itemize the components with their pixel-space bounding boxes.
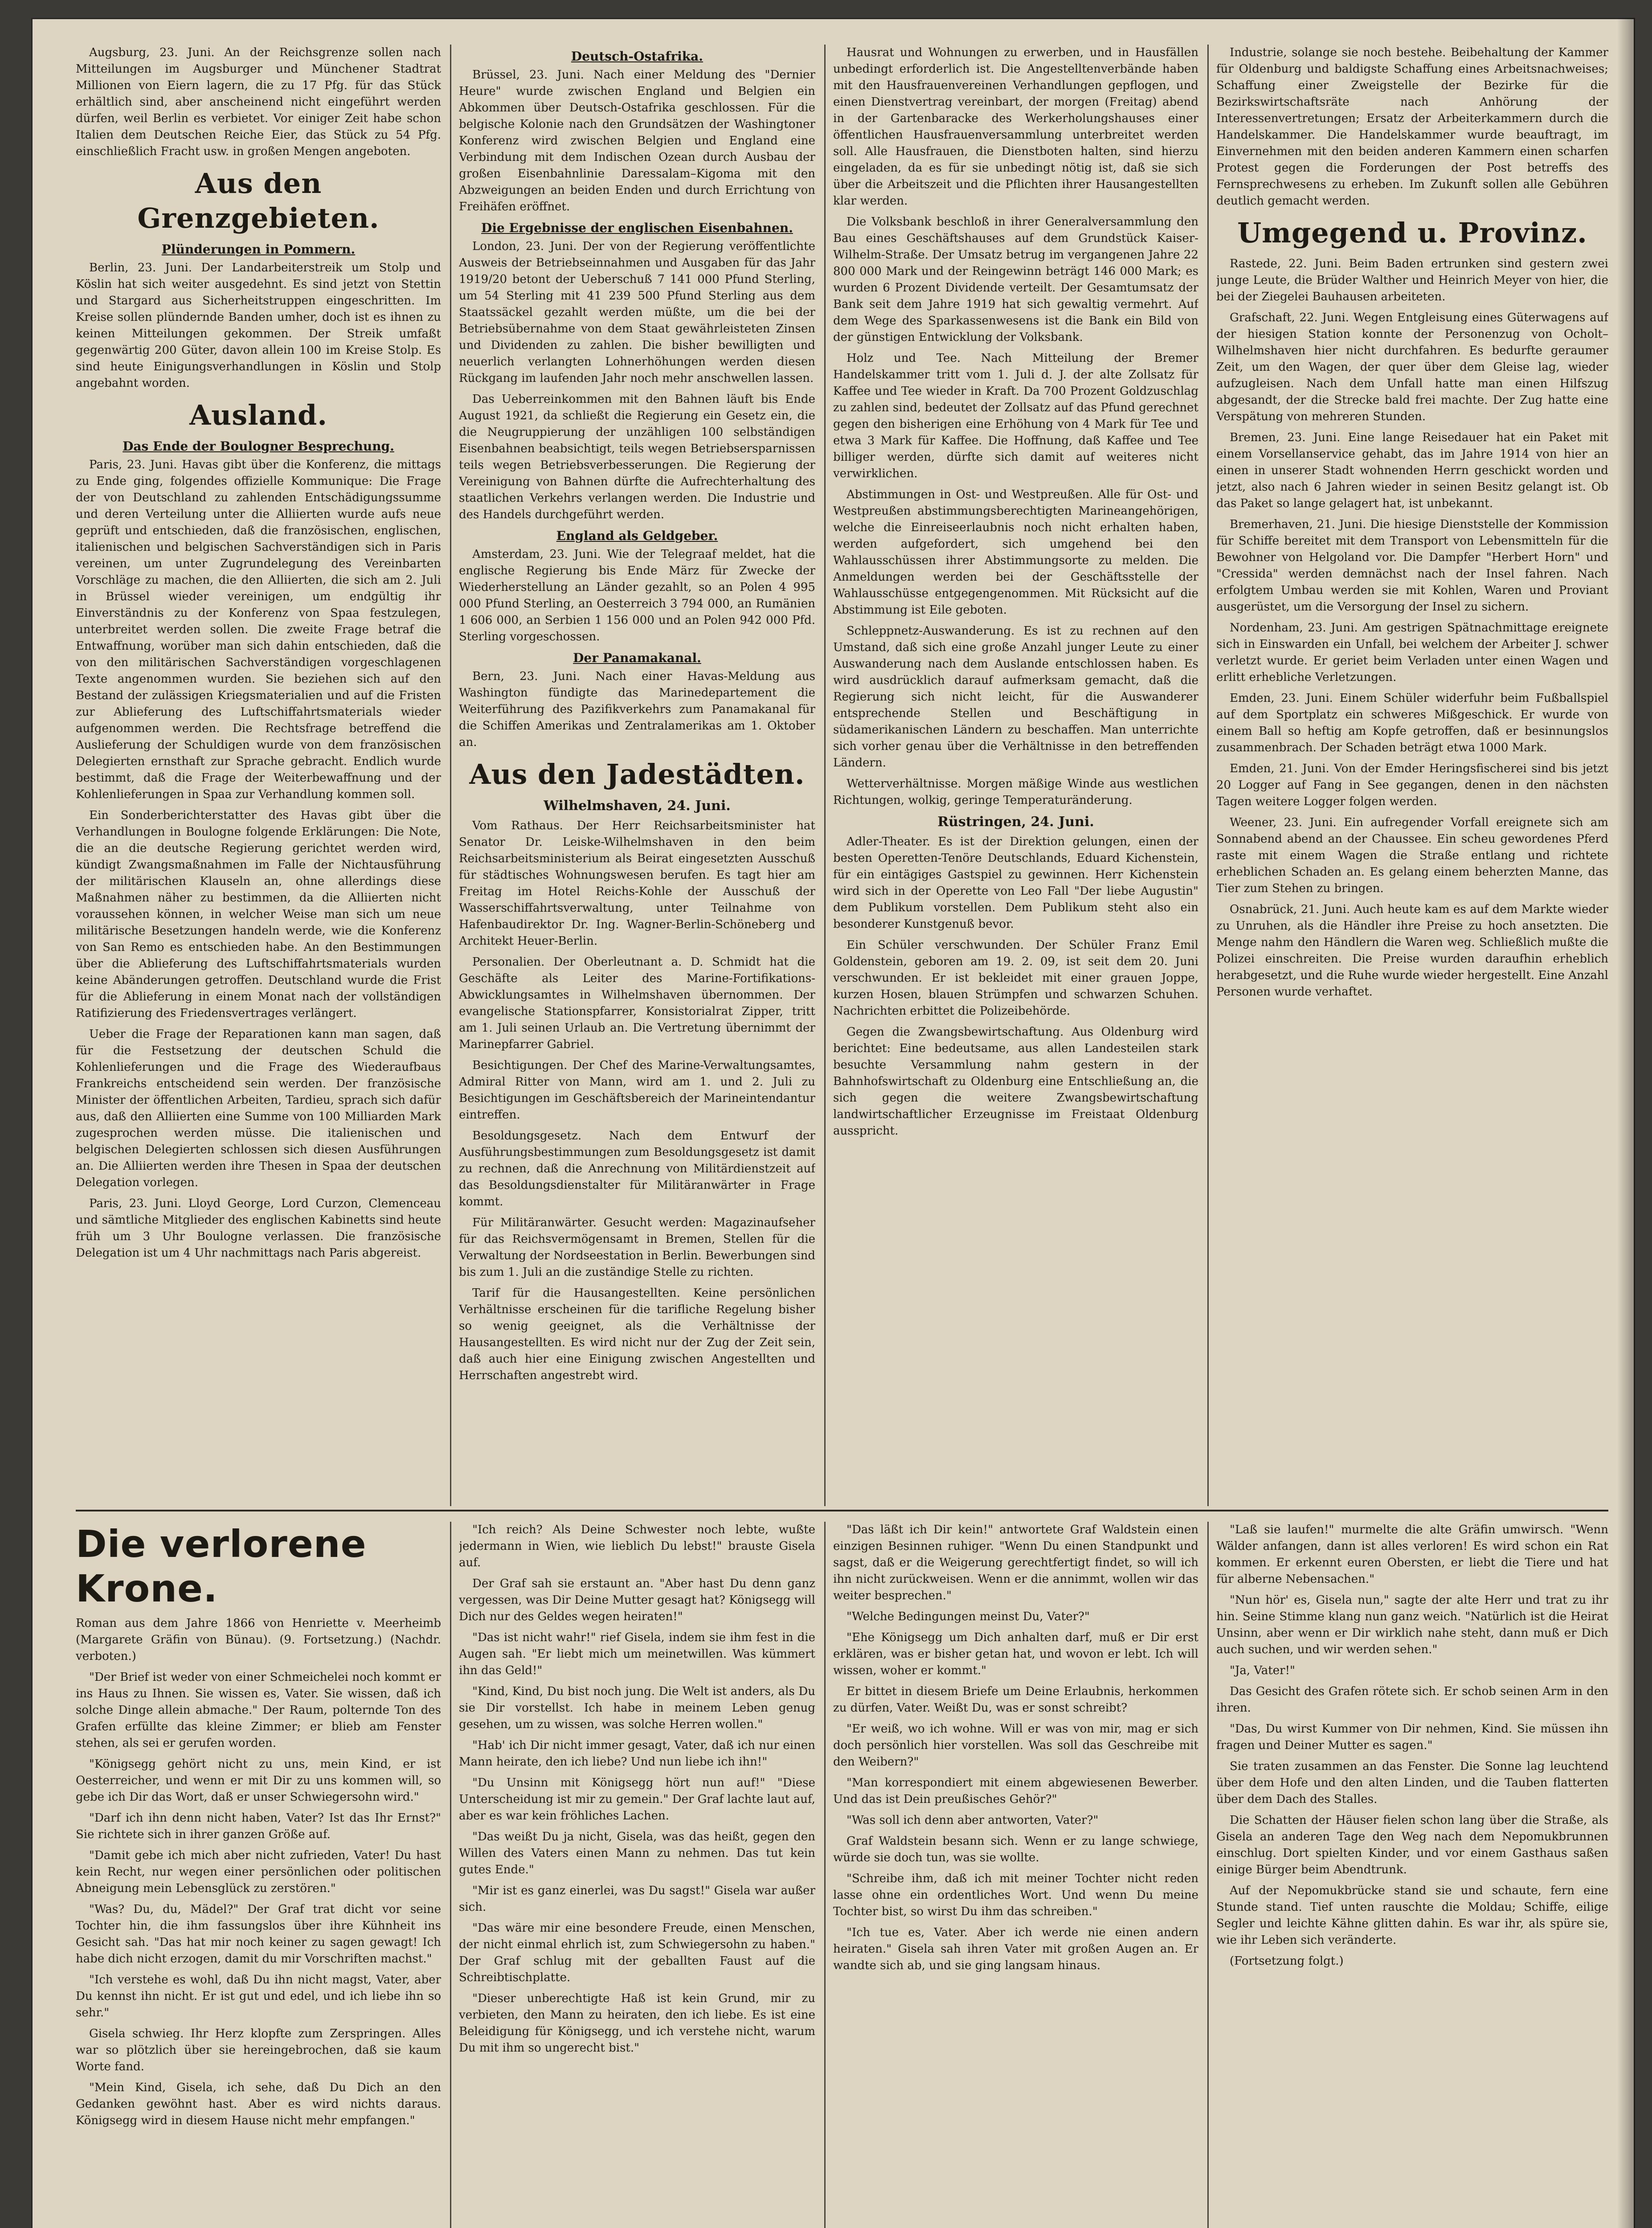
serial-paragraph: "Du Unsinn mit Königsegg hört nun auf!" "Diese Unterscheidung ist mir zu gemein." Der Graf lachte laut auf, aber es war kein fröhliches Lachen. xyxy=(459,1776,815,1823)
article-paragraph: Hausrat und Wohnungen zu erwerben, und in Hausfällen unbedingt erforderlich ist. Die Angestelltenverbände haben mit den Hausfrauenvereinen Verhandlungen gepflogen, und einen Dienstvertrag vereinbart, der morgen (Freitag) abend in der Gartenbaracke des Werkerholungshauses einer öffentlichen Hausfrauenversammlung unterbreitet werden soll. Alle Hausfrauen, die Dienstboten halten, sind hierzu eingeladen, da es für sie unbedingt nötig ist, daß sie sich über die Arbeitszeit und die Pflichten ihrer Hausangestellten klar werden. xyxy=(833,46,1198,208)
column-rule xyxy=(1207,45,1209,1506)
serial-paragraph: Das Gesicht des Grafen rötete sich. Er schob seinen Arm in den ihren. xyxy=(1216,1685,1608,1715)
article-paragraph: Schleppnetz-Auswanderung. Es ist zu rechnen auf den Umstand, daß sich eine große Anzahl junger Leute zu einer Auswanderung nach dem Auslande entschlossen haben. Es wird ausdrücklich darauf aufmerksam gemacht, daß die Regierung sich nicht leicht, für die Auswanderer entsprechende Stellen und Beschäftigung in südamerikanischen Ländern zu beschaffen. Man unterrichte sich vorher genau über die Verhältnisse in den betreffenden Ländern. xyxy=(833,624,1198,770)
article-heading: Das Ende der Boulogner Besprechung. xyxy=(123,439,394,454)
article-paragraph: Abstimmungen in Ost- und Westpreußen. Alle für Ost- und Westpreußen abstimmungsberechtigten Marineangehörigen, welche die Einreiseerlaubnis noch nicht erhalten haben, werden aufgefordert, sich umgehend bei den Wahlausschüssen ihrer Abstimmungsorte zu melden. Die Anmeldungen werden bei der Geschäftsstelle der Wahlausschüsse entgegengenommen. Mit Rücksicht auf die Abstimmung ist Eile geboten. xyxy=(833,488,1198,617)
serial-paragraph: "Das läßt ich Dir kein!" antwortete Graf Waldstein einen einzigen Besinnen ruhiger. "Wenn Du einen Standpunkt und sagst, daß er die Weigerung gerechtfertigt findet, so will ich ihn nicht zurückweisen. Wenn er die annimmt, wollen wir das weiter besprechen." xyxy=(833,1523,1198,1602)
article-paragraph: Emden, 21. Juni. Von der Emder Heringsfischerei sind bis jetzt 20 Logger auf Fang in See gegangen, denen in den nächsten Tagen weitere Logger folgen werden. xyxy=(1216,762,1608,808)
article-heading: England als Geldgeber. xyxy=(556,528,718,543)
article-paragraph: Holz und Tee. Nach Mitteilung der Bremer Handelskammer tritt vom 1. Juli d. J. der alte Zollsatz für Kaffee und Tee wieder in Kraft. Da 700 Prozent Goldzuschlag zu zahlen sind, bedeutet der Zollsatz auf das Pfund gerechnet gegen den bisherigen eine Erhöhung von 4 Mark für Tee und etwa 3 Mark für Kaffee. Die Hoffnung, daß Kaffee und Tee billiger werden, dürfte sich damit auf weiteres nicht verwirklichen. xyxy=(833,352,1198,480)
serial-byline: Roman aus dem Jahre 1866 von Henriette v. Meerheimb (Margarete Gräfin von Bünau). (9. Fortsetzung.) (Nachdr. verboten.) xyxy=(76,1617,441,1663)
article-paragraph: Bremen, 23. Juni. Eine lange Reisedauer hat ein Paket mit einem Vorsellanservice gehabt, das im Jahre 1914 von hier an einen in unserer Stadt wohnenden Herrn geschickt worden und jetzt, also nach 6 Jahren wieder in seinen Besitz gelangt ist. Ob das Paket so lange gelagert hat, ist unbekannt. xyxy=(1216,431,1608,510)
serial-paragraph: "Das ist nicht wahr!" rief Gisela, indem sie ihm fest in die Augen sah. "Er liebt mich um meinetwillen. Was kümmert ihn das Geld!" xyxy=(459,1631,815,1677)
serial-paragraph: "Darf ich ihn denn nicht haben, Vater? Ist das Ihr Ernst?" Sie richtete sich in ihrer ganzen Größe auf. xyxy=(76,1811,441,1841)
article-paragraph: Das Ueberreinkommen mit den Bahnen läuft bis Ende August 1921, da schließt die Regierung ein Gesetz ein, die die Neugruppierung der unzähligen 100 selbständigen Eisenbahnen beabsichtigt, teils wegen Betriebsersparnissen teils wegen Betriebsverbesserungen. Die Regierung der Vereinigung von Bahnen dürfte die Aufrechterhaltung des staatlichen Verkehrs verlangen werden. Die Industrie und des Handels durchgeführt werden. xyxy=(459,393,815,521)
serial-column-1 xyxy=(76,1522,441,2228)
top-column-4 xyxy=(1216,45,1608,1504)
serial-paragraph: Gisela schwieg. Ihr Herz klopfte zum Zerspringen. Alles war so plötzlich über sie hereingebrochen, daß sie kaum Worte fand. xyxy=(76,2027,441,2073)
column-rule xyxy=(450,1522,451,2228)
serial-paragraph: "Das, Du wirst Kummer von Dir nehmen, Kind. Sie müssen ihn fragen und Deiner Mutter es sagen." xyxy=(1216,1722,1608,1752)
feuilleton-separator xyxy=(76,1510,1608,1511)
serial-paragraph: Graf Waldstein besann sich. Wenn er zu lange schwiege, würde sie doch tun, was sie wollte. xyxy=(833,1835,1198,1864)
serial-paragraph: "Königsegg gehört nicht zu uns, mein Kind, er ist Oesterreicher, und wenn er mit Dir zu uns kommen will, so gebe ich Dir das Wort, daß er unser Schwiegersohn wird." xyxy=(76,1757,441,1804)
serial-paragraph: Die Schatten der Häuser fielen schon lang über die Straße, als Gisela an anderen Tage den Weg nach dem Nepomukbrunnen einschlug. Dort spielten Kinder, und vor einem Gasthaus saßen einige Bürger beim Abendtrunk. xyxy=(1216,1814,1608,1876)
article-heading: Der Panamakanal. xyxy=(573,651,701,665)
article-paragraph: Osnabrück, 21. Juni. Auch heute kam es auf dem Markte wieder zu Unruhen, als die Händler ihre Preise zu hoch ansetzten. Die Menge nahm den Händlern die Waren weg. Schließlich mußte die Polizei einschreiten. Die Preise wurden daraufhin erheblich herabgesetzt, und die Ruhe wurde wieder hergestellt. Eine Anzahl Personen wurde verhaftet. xyxy=(1216,903,1608,999)
serial-paragraph: "Welche Bedingungen meinst Du, Vater?" xyxy=(846,1610,1090,1623)
article-paragraph: Wetterverhältnisse. Morgen mäßige Winde aus westlichen Richtungen, wolkig, geringe Temperaturänderung. xyxy=(833,777,1198,807)
article-paragraph: Vom Rathaus. Der Herr Reichsarbeitsminister hat Senator Dr. Leiske-Wilhelmshaven in den beim Reichsarbeitsministerium als Beirat eingesetzten Ausschuß für städtisches Wohnungswesen berufen. Es tagt hier am Freitag im Hotel Reichs-Kohle der Ausschuß der Wasserschiffahrtsverwaltung, unter Teilnahme von Hafenbaudirektor Dr. Ing. Wagner-Berlin-Schöneberg und Architekt Heuer-Berlin. xyxy=(459,819,815,948)
serial-paragraph: "Was? Du, du, Mädel?" Der Graf trat dicht vor seine Tochter hin, die ihm fassungslos über ihre Kühnheit ins Gesicht sah. "Das hat mir noch keiner zu sagen gewagt! Ich habe dich nicht erzogen, damit du mir Vorschriften machst." xyxy=(76,1903,441,1966)
newspaper-page xyxy=(31,18,1635,2228)
article-paragraph: Berlin, 23. Juni. Der Landarbeiterstreik um Stolp und Köslin hat sich weiter ausgedehnt. Es sind jetzt von Stettin und Stargard aus Sicherheitstruppen eingeschritten. Im Kreise sollen plündernde Banden umher, doch ist es ihnen zu keinen Mitteilungen gekommen. Der Streik umfaßt gegenwärtig 200 Güter, davon allein 100 im Kreise Stolp. Es sind heute Einigungsverhandlungen in Köslin und Stolp angebahnt worden. xyxy=(76,261,441,390)
serial-paragraph: Auf der Nepomukbrücke stand sie und schaute, fern eine Stunde stand. Tief unten rauschte die Moldau; Schiffe, eilige Segler und leichte Kähne glitten dahin. Es war ihr, als spüre sie, wie ihr Leben sich veränderte. xyxy=(1216,1884,1608,1947)
section-heading: Umgegend u. Provinz. xyxy=(1237,217,1587,249)
article-paragraph: Rastede, 22. Juni. Beim Baden ertrunken sind gestern zwei junge Leute, die Brüder Walther und Heinrich Meyer von hier, die bei der Ziegelei Bauhausen arbeiteten. xyxy=(1216,257,1608,303)
serial-paragraph: "Dieser unberechtigte Haß ist kein Grund, mir zu verbieten, den Mann zu heiraten, den ich liebe. Es ist eine Beleidigung für Königsegg, und ich verstehe nicht, warum Du mit ihm so ungerecht bist." xyxy=(459,1992,815,2055)
article-paragraph: Adler-Theater. Es ist der Direktion gelungen, einen der besten Operetten-Tenöre Deutschlands, Eduard Kichenstein, für ein eintägiges Gastspiel zu gewinnen. Herr Kichenstein wird sich in der Operette von Leo Fall "Der liebe Augustin" dem Publikum vorstellen. Dem Publikum steht also ein besonderer Kunstgenuß bevor. xyxy=(833,835,1198,931)
article-paragraph: Emden, 23. Juni. Einem Schüler widerfuhr beim Fußballspiel auf dem Sportplatz ein schweres Mißgeschick. Er wurde von einem Ball so heftig am Kopfe getroffen, daß er besinnungslos zusammenbrach. Der Schaden beträgt etwa 1000 Mark. xyxy=(1216,692,1608,754)
article-heading: Plünderungen in Pommern. xyxy=(161,242,356,257)
serial-paragraph: Der Graf sah sie erstaunt an. "Aber hast Du denn ganz vergessen, was Dir Deine Mutter gesagt hat? Königsegg will Dich nur des Geldes wegen heiraten!" xyxy=(459,1577,815,1623)
article-paragraph: Brüssel, 23. Juni. Nach einer Meldung des "Dernier Heure" wurde zwischen England und Belgien ein Abkommen über Deutsch-Ostafrika geschlossen. Für die belgische Kolonie nach den Grundsätzen der Washingtoner Konferenz wird zwischen Belgien und England eine Verbindung mit dem Indischen Ozean durch Ausbau der großen Eisenbahnlinie Daressalam–Kigoma mit den Abzweigungen an beiden Enden und durch Errichtung von Freihäfen eröffnet. xyxy=(459,68,815,213)
serial-paragraph: (Fortsetzung folgt.) xyxy=(1230,1954,1344,1968)
serial-paragraph: "Er weiß, wo ich wohne. Will er was von mir, mag er sich doch persönlich hier vorstellen. Was soll das Geschreibe mit den Weibern?" xyxy=(833,1722,1198,1769)
article-paragraph: Ueber die Frage der Reparationen kann man sagen, daß für die Festsetzung der deutschen Schuld die Kohlenlieferungen und die Frage des Wiederaufbaus Frankreichs entscheidend sein werden. Der französische Minister der öffentlichen Arbeiten, Tardieu, sprach sich dafür aus, daß den Alliierten eine Summe von 100 Milliarden Mark zugesprochen werden müsse. Die italienischen und belgischen Delegierten schlossen sich diesen Ausführungen an. Die Alliierten werden ihre Thesen in Spaa der deutschen Delegation vorlegen. xyxy=(76,1028,441,1189)
section-heading: Aus den Jadestädten. xyxy=(469,758,805,790)
serial-paragraph: "Nun hör' es, Gisela nun," sagte der alte Herr und trat zu ihr hin. Seine Stimme klang nun ganz weich. "Natürlich ist die Heirat Unsinn, aber wenn er Dir wirklich nahe steht, dann muß er Dich auch suchen, und wir werden sehen." xyxy=(1216,1593,1608,1656)
serial-column-4 xyxy=(1216,1522,1608,2228)
article-paragraph: London, 23. Juni. Der von der Regierung veröffentlichte Ausweis der Betriebseinnahmen und Ausgaben für das Jahr 1919/20 betont der Ueberschuß 7 141 000 Pfund Sterling, um 54 Sterling mit 41 239 500 Pfund Sterling aus dem Staatssäckel gezahlt werden müßte, um die bei der Betriebsübernahme von dem Staat gewährleisteten Zinsen und Dividenden zu zahlen. Die bisher bewilligten und neuerlich verlangten Lohnerhöhungen werden diesen Rückgang im laufenden Jahr noch mehr anschwellen lassen. xyxy=(459,240,815,385)
section-heading: Aus den Grenzgebieten. xyxy=(137,167,380,234)
serial-paragraph: "Ich verstehe es wohl, daß Du ihn nicht magst, Vater, aber Du kennst ihn nicht. Er ist gut und edel, und ich liebe ihn so sehr." xyxy=(76,1973,441,2019)
serial-paragraph: "Ich reich? Als Deine Schwester noch lebte, wußte jedermann in Wien, wie lieblich Du lebst!" brauste Gisela auf. xyxy=(459,1523,815,1569)
serial-column-2 xyxy=(459,1522,815,2228)
serial-paragraph: "Ich tue es, Vater. Aber ich werde nie einen andern heiraten." Gisela sah ihren Vater mit großen Augen an. Er wandte sich ab, und sie ging langsam hinaus. xyxy=(833,1926,1198,1972)
serial-column-3 xyxy=(833,1522,1198,2228)
article-paragraph: Augsburg, 23. Juni. An der Reichsgrenze sollen nach Mitteilungen im Augsburger und Münchener Stadtrat Millionen von Eiern lagern, die zu 17 Pfg. für das Stück erhältlich sind, aber anscheinend nicht eingeführt werden dürfen, weil Berlin es verbietet. Vor einiger Zeit habe schon Italien dem Deutschen Reiche Eier, das Stück zu 54 Pfg. einschließlich Fracht usw. in großen Mengen angeboten. xyxy=(76,46,441,158)
top-column-2 xyxy=(459,45,815,1504)
column-rule xyxy=(1207,1522,1209,2228)
article-paragraph: Bremerhaven, 21. Juni. Die hiesige Dienststelle der Kommission für Schiffe bereitet mit dem Transport von Lebensmitteln für die Bewohner von Helgoland vor. Die Dampfer "Herbert Horn" und "Cressida" werden demnächst nach der Insel fahren. Nach erfolgtem Umbau werden sie mit Kohlen, Waren und Proviant ausgerüstet, um die Versorgung der Insel zu sichern. xyxy=(1216,518,1608,614)
column-rule xyxy=(824,45,826,1506)
serial-paragraph: "Mein Kind, Gisela, ich sehe, daß Du Dich an den Gedanken gewöhnt hast. Aber es wird nichts daraus. Königsegg wird in diesem Hause nicht mehr empfangen." xyxy=(76,2081,441,2127)
serial-paragraph: "Man korrespondiert mit einem abgewiesenen Bewerber. Und das ist Dein preußisches Gehör?" xyxy=(833,1776,1198,1806)
column-rule xyxy=(450,45,451,1506)
article-paragraph: Gegen die Zwangsbewirtschaftung. Aus Oldenburg wird berichtet: Eine bedeutsame, aus allen Landesteilen stark besuchte Versammlung nahm gestern in der Bahnhofswirtschaft zu Oldenburg eine Entschließung an, die sich gegen die weitere Zwangsbewirtschaftung landwirtschaftlicher Erzeugnisse im Freistaat Oldenburg ausspricht. xyxy=(833,1025,1198,1138)
article-paragraph: Ein Schüler verschwunden. Der Schüler Franz Emil Goldenstein, geboren am 19. 2. 09, ist seit dem 20. Juni verschwunden. Er ist bekleidet mit einer grauen Joppe, kurzen Hosen, blauen Strümpfen und schwarzen Schuhen. Nachrichten erbittet die Polizeibehörde. xyxy=(833,938,1198,1018)
serial-paragraph: Er bittet in diesem Briefe um Deine Erlaubnis, herkommen zu dürfen, Vater. Weißt Du, was er sonst schreibt? xyxy=(833,1685,1198,1715)
article-paragraph: Ein Sonderberichterstatter des Havas gibt über die Verhandlungen in Boulogne folgende Erklärungen: Die Note, die an die deutsche Regierung gerichtet werden wird, kündigt Zwangsmaßnahmen im Falle der Nichtausführung der militärischen Klauseln an, ohne allerdings diese Maßnahmen näher zu bestimmen, da die Alliierten nicht voraussehen können, in welcher Weise man sich um neue militärische Besetzungen handeln werde, wie die Konferenz von San Remo es entschieden habe. An den Bestimmungen über die Ablieferung des Luftschiffahrtsmaterials wurden keine Abänderungen getroffen. Deutschland wurde die Frist für die Ablieferung in einem Monat nach der vollständigen Ratifizierung des Friedensvertrages verlängert. xyxy=(76,809,441,1020)
article-paragraph: Tarif für die Hausangestellten. Keine persönlichen Verhältnisse erscheinen für die tarifliche Regelung bisher so wenig geeignet, als die Verhältnisse der Hausangestellten. Es wird nicht nur der Zug der Zeit sein, daß auch hier eine Einigung zwischen Angestellten und Herrschaften angestrebt wird. xyxy=(459,1286,815,1382)
top-column-3 xyxy=(833,45,1198,1504)
column-rule xyxy=(824,1522,826,2228)
serial-paragraph: "Hab' ich Dir nicht immer gesagt, Vater, daß ich nur einen Mann heirate, den ich liebe? Und nun liebe ich ihn!" xyxy=(459,1739,815,1769)
article-paragraph: Besoldungsgesetz. Nach dem Entwurf der Ausführungsbestimmungen zum Besoldungsgesetz ist damit zu rechnen, daß die Anrechnung von Militärdienstzeit auf das Besoldungsdienstalter für Militäranwärter in Frage kommt. xyxy=(459,1129,815,1208)
article-heading: Die Ergebnisse der englischen Eisenbahnen. xyxy=(481,221,793,235)
article-paragraph: Für Militäranwärter. Gesucht werden: Magazinaufseher für das Reichsvermögensamt in Bremen, Stellen für die Verwaltung der Nordseestation in Berlin. Bewerbungen sind bis zum 1. Juli an die zuständige Stelle zu richten. xyxy=(459,1216,815,1279)
serial-paragraph: "Der Brief ist weder von einer Schmeichelei noch kommt er ins Haus zu Ihnen. Sie wissen es, Vater. Sie wissen, daß ich solche Dinge allein abmache." Der Raum, polternde Ton des Grafen erfüllte das kleine Zimmer; er blieb am Fenster stehen, als sei er gerufen worden. xyxy=(76,1671,441,1750)
serial-paragraph: "Laß sie laufen!" murmelte die alte Gräfin umwirsch. "Wenn Wälder anfangen, dann ist alles verloren! Es wird schon ein Rat kommen. Er erkennt euren Obersten, er liebt die Tiere und hat für alberne Nebensachen." xyxy=(1216,1523,1608,1586)
article-heading: Deutsch-Ostafrika. xyxy=(571,49,703,64)
dateline: Wilhelmshaven, 24. Juni. xyxy=(544,798,731,814)
article-paragraph: Nordenham, 23. Juni. Am gestrigen Spätnachmittage ereignete sich in Einswarden ein Unfall, bei welchem der Arbeiter J. schwer verletzt wurde. Er geriet beim Verladen unter einen Wagen und erlitt erhebliche Verletzungen. xyxy=(1216,621,1608,684)
article-paragraph: Die Volksbank beschloß in ihrer Generalversammlung den Bau eines Geschäftshauses auf dem Grundstück Kaiser-Wilhelm-Straße. Der Umsatz betrug im vergangenen Jahre 22 800 000 Mark und der Reingewinn beträgt 146 000 Mark; es wurden 6 Prozent Dividende verteilt. Der Gesamtumsatz der Bank seit dem Jahre 1919 hat sich gewaltig vermehrt. Auf dem Wege des Sparkassenwesens ist die Bank ein Bild von der günstigen Entwicklung der Volksbank. xyxy=(833,215,1198,344)
serial-paragraph: "Was soll ich denn aber antworten, Vater?" xyxy=(846,1814,1099,1827)
serial-paragraph: "Ehe Königsegg um Dich anhalten darf, muß er Dir erst erklären, was er bisher getan hat, und wovon er lebt. Ich will wissen, woher er kommt." xyxy=(833,1631,1198,1677)
article-paragraph: Amsterdam, 23. Juni. Wie der Telegraaf meldet, hat die englische Regierung bis Ende März für Zwecke der Wiederherstellung an Länder gezahlt, so an Polen 4 995 000 Pfund Sterling, an Oesterreich 3 794 000, an Rumänien 1 606 000, an Serbien 1 156 000 und an Polen 942 000 Pfd. Sterling vorgeschossen. xyxy=(459,548,815,643)
serial-paragraph: "Damit gebe ich mich aber nicht zufrieden, Vater! Du hast kein Recht, nur wegen einer persönlichen oder politischen Abneigung mein Lebensglück zu zerstören." xyxy=(76,1849,441,1895)
article-paragraph: Industrie, solange sie noch bestehe. Beibehaltung der Kammer für Oldenburg und baldigste Schaffung eines Arbeitsnachweises; Schaffung einer Zweigstelle der Bezirke für die Bezirkswirtschaftsräte nach Anhörung der Interessenvertretungen; Ersatz der Arbeiterkammern durch die Handelskammer. Die Handelskammer wurde beauftragt, im Einvernehmen mit den beiden anderen Kammern einen scharfen Protest gegen die Forderungen der Post betreffs des Fernsprechwesens zu erheben. Im Zukunft sollen alle Gebühren deutlich gemacht werden. xyxy=(1216,46,1608,208)
serial-paragraph: "Schreibe ihm, daß ich mit meiner Tochter nicht reden lasse ohne ein ordentliches Wort. Und wenn Du meine Tochter bist, so wirst Du ihm das schreiben." xyxy=(833,1872,1198,1918)
serial-title: Die verlorene Krone. xyxy=(76,1522,367,1610)
article-paragraph: Grafschaft, 22. Juni. Wegen Entgleisung eines Güterwagens auf der hiesigen Station konnte der Personenzug von Ocholt–Wilhelmshaven hier nicht durchfahren. Es bedurfte geraumer Zeit, um den Wagen, der quer über dem Gleise lag, wieder aufzugleisen. Nach dem Unfall hatte man einen Hilfszug abgesandt, der die Strecke bald frei machte. Der Zug hatte eine Verspätung von mehreren Stunden. xyxy=(1216,311,1608,423)
serial-paragraph: "Ja, Vater!" xyxy=(1230,1664,1295,1677)
serial-paragraph: "Das wäre mir eine besondere Freude, einen Menschen, der nicht einmal ehrlich ist, zum Schwiegersohn zu haben." Der Graf schlug mit der geballten Faust auf die Schreibtischplatte. xyxy=(459,1921,815,1984)
article-paragraph: Paris, 23. Juni. Lloyd George, Lord Curzon, Clemenceau und sämtliche Mitglieder des englischen Kabinetts sind heute früh um 3 Uhr Boulogne verlassen. Die französische Delegation ist um 4 Uhr nachmittags nach Paris abgereist. xyxy=(76,1197,441,1260)
serial-paragraph: "Mir ist es ganz einerlei, was Du sagst!" Gisela war außer sich. xyxy=(459,1884,815,1914)
article-paragraph: Weener, 23. Juni. Ein aufregender Vorfall ereignete sich am Sonnabend abend an der Chaussee. Ein scheu gewordenes Pferd raste mit einem Wagen die Straße entlang und richtete erheblichen Schaden an. Es gelang einem beherzten Manne, das Tier zum Stehen zu bringen. xyxy=(1216,816,1608,895)
serial-paragraph: "Kind, Kind, Du bist noch jung. Die Welt ist anders, als Du sie Dir vorstellst. Ich habe in meinem Leben genug gesehen, um zu wissen, was solche Herren wollen." xyxy=(459,1685,815,1731)
article-paragraph: Bern, 23. Juni. Nach einer Havas-Meldung aus Washington fündigte das Marinedepartement die Weiterführung des Pazifikverkehrs zum Panamakanal für die Schiffen Amerikas und Zentralamerikas am 1. Oktober an. xyxy=(459,670,815,749)
serial-paragraph: "Das weißt Du ja nicht, Gisela, was das heißt, gegen den Willen des Vaters einen Mann zu nehmen. Das tut kein gutes Ende." xyxy=(459,1830,815,1876)
article-paragraph: Personalien. Der Oberleutnant a. D. Schmidt hat die Geschäfte als Leiter des Marine-Fortifikations-Abwicklungsamtes in Wilhelmshaven übernommen. Der evangelische Stationspfarrer, Konsistorialrat Zipper, tritt am 1. Juli seinen Urlaub an. Die Vertretung übernimmt der Marinepfarrer Gabriel. xyxy=(459,955,815,1051)
dateline: Rüstringen, 24. Juni. xyxy=(937,814,1094,830)
section-heading: Ausland. xyxy=(189,399,327,431)
serial-paragraph: Sie traten zusammen an das Fenster. Die Sonne lag leuchtend über dem Hofe und den alten Linden, und die Tauben flatterten über dem Dach des Stalles. xyxy=(1216,1760,1608,1806)
top-column-1 xyxy=(76,45,441,1504)
article-paragraph: Besichtigungen. Der Chef des Marine-Verwaltungsamtes, Admiral Ritter von Mann, wird am 1. und 2. Juli zu Besichtigungen im Geschäftsbereich der Marineintendantur eintreffen. xyxy=(459,1059,815,1122)
article-paragraph: Paris, 23. Juni. Havas gibt über die Konferenz, die mittags zu Ende ging, folgendes offizielle Kommunique: Die Frage der von Deutschland zu zahlenden Entschädigungssumme und deren Verteilung unter die Alliierten wurde aufs neue geprüft und entschieden, daß die französischen, englischen, italienischen und belgischen Sachverständigen sich in Paris vereinen, um unter Zugrundelegung des Vereinbarten Vorschläge zu machen, die den Alliierten, die sich am 2. Juli in Brüssel wieder vereinigen, um endgültig ihr Einverständnis zu der Konferenz von Spaa festzulegen, unterbreitet werden sollen. Die zweite Frage betraf die Entwaffnung, worüber man sich dahin entschieden, daß die von den militärischen Sachverständigen vorgeschlagenen Texte angenommen wurden. Sie beziehen sich auf den Bestand der zulässigen Kriegsmaterialien und auf die Fristen zur Ablieferung des Luftschiffahrtsmaterials wieder aufgenommen werden. Die Rechtsfrage betreffend die Auslieferung der Schuldigen wurde von dem französischen Delegierten ernsthaft zur Sprache gebracht. Endlich wurde bestimmt, daß die Frage der Weiterbewaffnung und der Kohlenlieferungen in Spaa zur Verhandlung kommen soll. xyxy=(76,458,441,801)
